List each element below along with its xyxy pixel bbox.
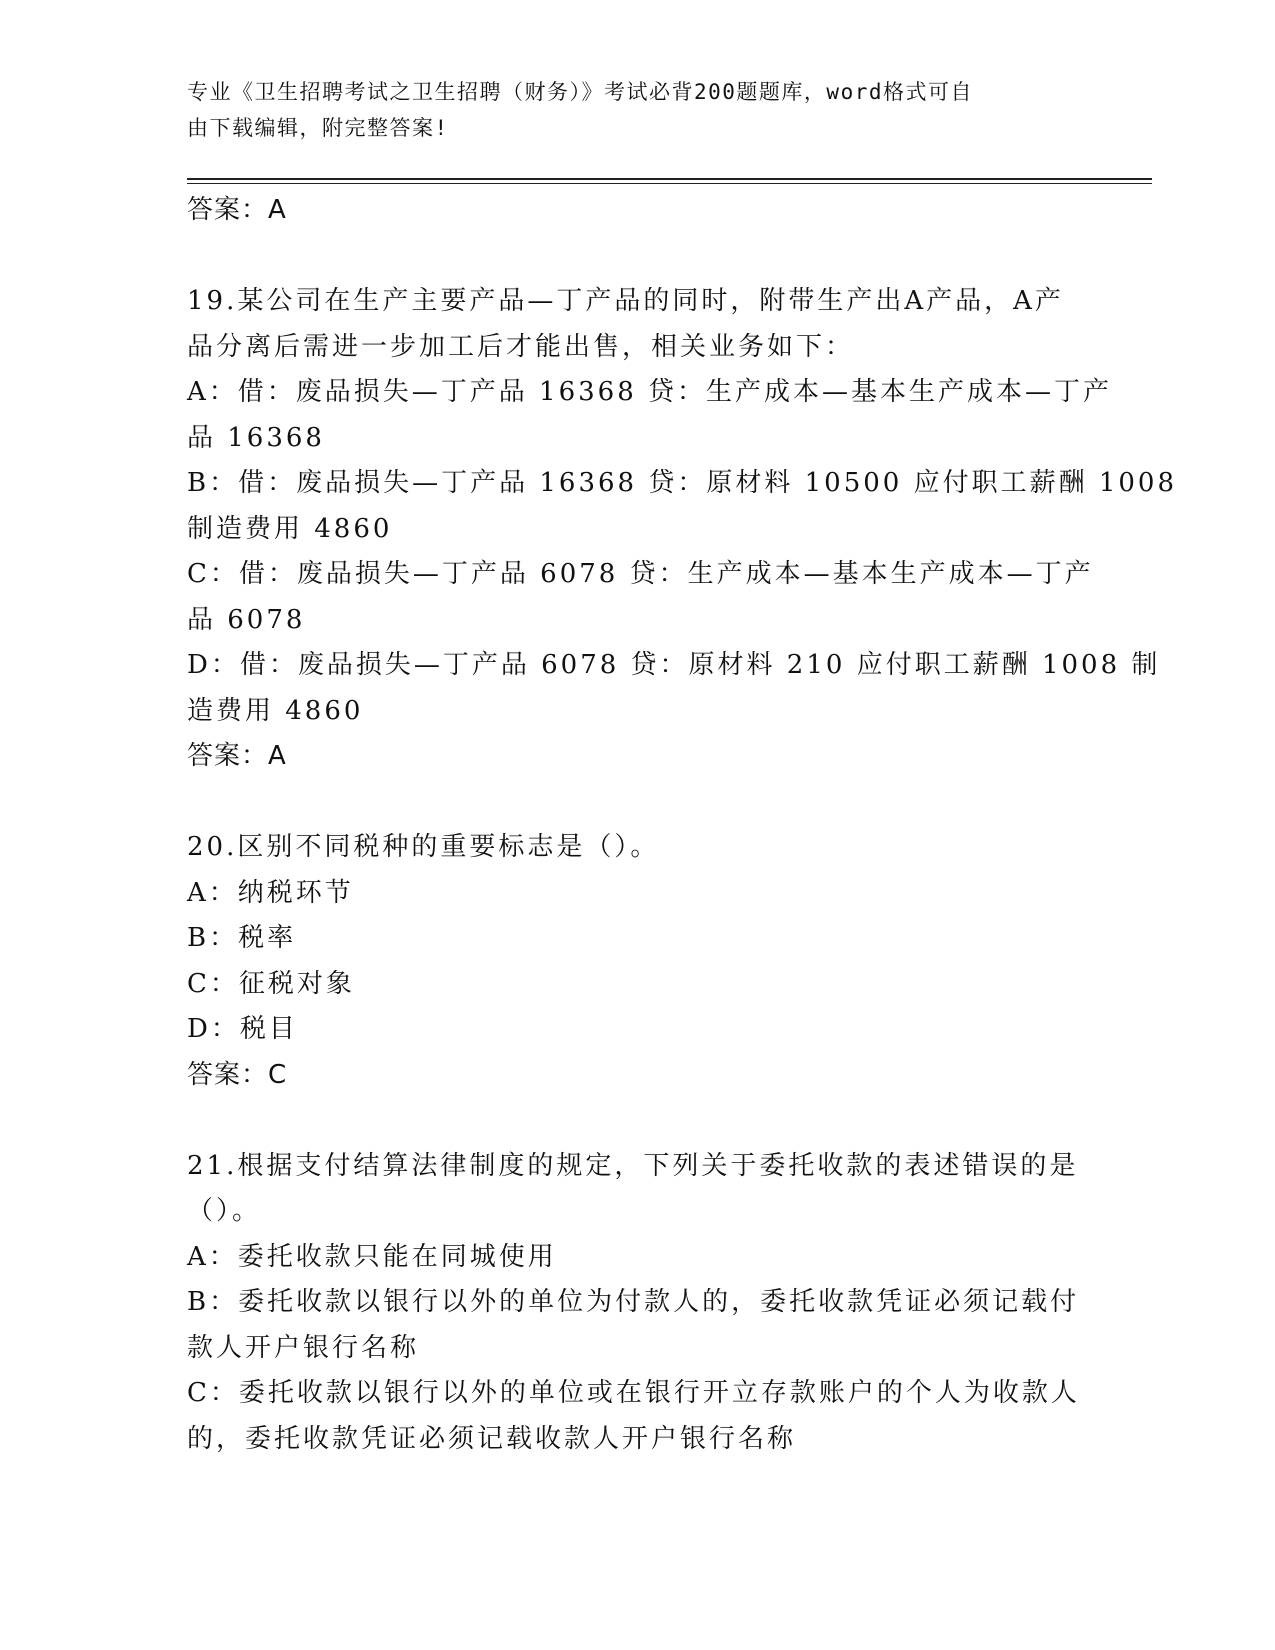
question-19-option-b: B：借：废品损失—丁产品 16368 贷：原材料 10500 应付职工薪酬 1008 [187, 468, 1178, 498]
question-21-option-b: B：委托收款以银行以外的单位为付款人的，委托收款凭证必须记载付 [187, 1287, 1080, 1317]
question-19-option-a: A：借：废品损失—丁产品 16368 贷：生产成本—基本生产成本—丁产 [187, 377, 1113, 407]
question-20-option-a: A：纳税环节 [187, 877, 354, 908]
header-divider-thick [187, 178, 1152, 180]
spacer [187, 234, 1087, 280]
question-21-option-c-cont: 的，委托收款凭证必须记载收款人开户银行名称 [187, 1423, 797, 1454]
question-19-option-c-cont: 品 6078 [187, 604, 306, 635]
spacer [187, 780, 1087, 826]
question-19-option-a-cont: 品 16368 [187, 422, 325, 453]
document-header [187, 74, 1067, 146]
question-19-stem-line-2: 品分离后需进一步加工后才能出售，相关业务如下： [187, 331, 855, 362]
question-19 [187, 279, 1178, 780]
question-20 [187, 825, 1087, 1098]
question-20-option-d: D：税目 [187, 1014, 298, 1044]
question-21-option-b-cont: 款人开户银行名称 [187, 1332, 420, 1363]
header-line-1: 专业《卫生招聘考试之卫生招聘（财务）》考试必背200题题库，word格式可自 [187, 80, 973, 104]
question-content [187, 188, 1178, 1462]
answer-20: 答案：C [187, 1059, 288, 1090]
question-21-stem-line-1: 21.根据支付结算法律制度的规定，下列关于委托收款的表述错误的是 [187, 1150, 1079, 1181]
question-19-option-d: D：借：废品损失—丁产品 6078 贷：原材料 210 应付职工薪酬 1008 制 [187, 650, 1161, 680]
question-21-option-c: C：委托收款以银行以外的单位或在银行开立存款账户的个人为收款人 [187, 1378, 1080, 1408]
question-20-option-c: C：征税对象 [187, 968, 355, 999]
question-19-stem-line-1: 19.某公司在生产主要产品—丁产品的同时，附带生产出A产品，A产 [187, 286, 1064, 316]
question-19-option-d-cont: 造费用 4860 [187, 695, 364, 726]
spacer [187, 1098, 1087, 1144]
question-20-stem: 20.区别不同税种的重要标志是（）。 [187, 832, 660, 862]
answer-19: 答案：A [187, 741, 287, 771]
question-21-option-a: A：委托收款只能在同城使用 [187, 1241, 557, 1272]
header-divider-thin [187, 183, 1152, 184]
header-line-2: 由下载编辑，附完整答案! [187, 116, 449, 140]
question-21 [187, 1144, 1087, 1463]
question-20-option-b: B：税率 [187, 923, 297, 953]
question-21-stem-line-2: （）。 [187, 1196, 262, 1226]
question-19-option-b-cont: 制造费用 4860 [187, 513, 393, 544]
question-19-option-c: C：借：废品损失—丁产品 6078 贷：生产成本—基本生产成本—丁产 [187, 559, 1094, 589]
answer-18: 答案：A [187, 195, 287, 225]
